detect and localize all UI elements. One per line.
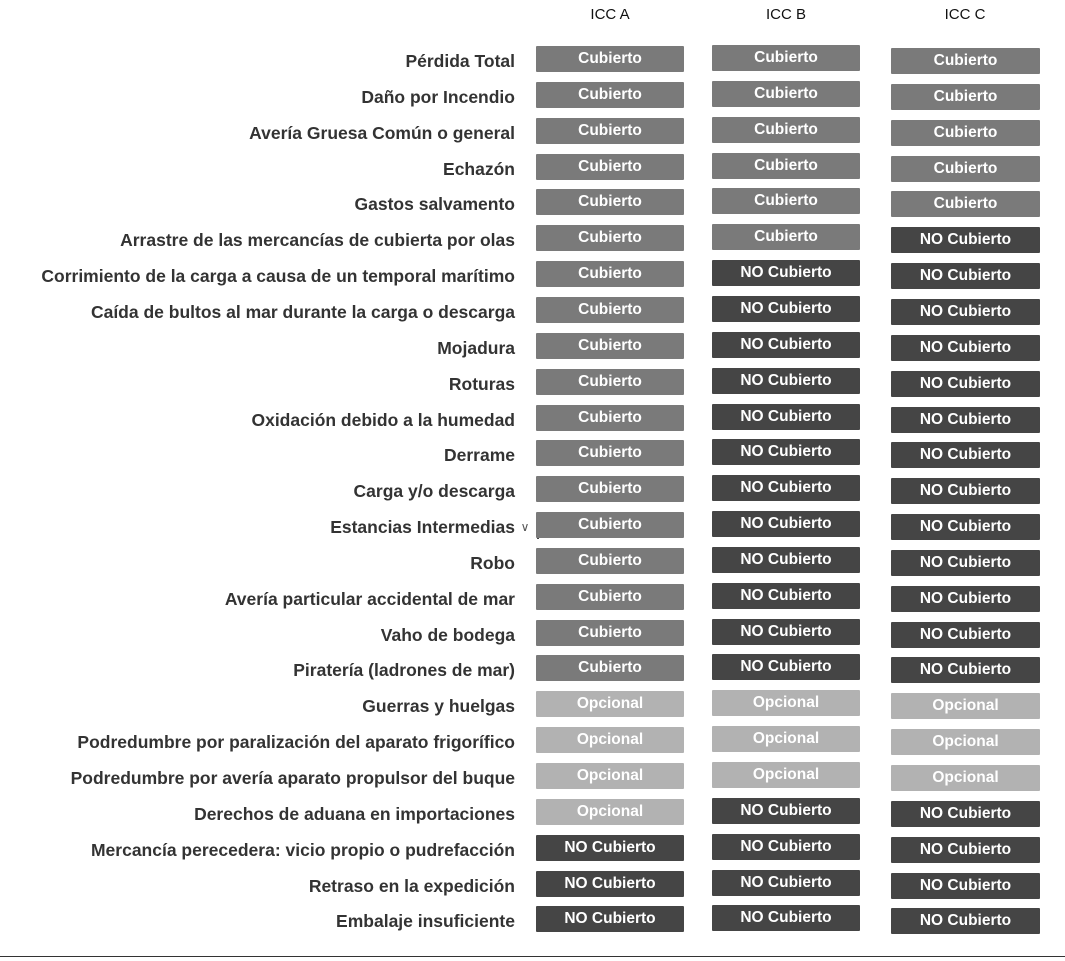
status-badge-icc-c: NO Cubierto (891, 801, 1040, 827)
row-label: Retraso en la expedición (308, 875, 515, 896)
row-label: Echazón (443, 158, 515, 179)
column-header-icc-a: ICC A (590, 6, 630, 23)
row-label: Oxidación debido a la humedad (251, 409, 515, 430)
row-label: Mercancía perecedera: vicio propio o pudrefacción (90, 839, 515, 860)
status-badge-icc-b: Cubierto (712, 81, 860, 107)
column-header-icc-c: ICC C (944, 6, 986, 23)
status-badge-icc-c: Cubierto (891, 120, 1040, 146)
status-badge-icc-b: Cubierto (712, 117, 860, 143)
status-badge-icc-b: NO Cubierto (712, 905, 860, 931)
status-badge-icc-a: Opcional (536, 799, 684, 825)
status-badge-icc-c: NO Cubierto (891, 550, 1040, 576)
status-badge-icc-b: Cubierto (712, 224, 860, 250)
row-label: Embalaje insuficiente (336, 911, 515, 932)
row-label: Piratería (ladrones de mar) (293, 660, 515, 681)
status-badge-icc-b: NO Cubierto (712, 511, 860, 537)
row-label: Avería Gruesa Común o general (249, 122, 515, 143)
status-badge-icc-a: Cubierto (536, 584, 684, 610)
status-badge-icc-b: NO Cubierto (712, 260, 860, 286)
status-badge-icc-a: Cubierto (536, 655, 684, 681)
status-badge-icc-a: Cubierto (536, 476, 684, 502)
status-badge-icc-a: Cubierto (536, 154, 684, 180)
status-badge-icc-b: Opcional (712, 762, 860, 788)
status-badge-icc-c: NO Cubierto (891, 657, 1040, 683)
status-badge-icc-b: NO Cubierto (712, 547, 860, 573)
row-label: Corrimiento de la carga a causa de un temporal marítimo (41, 266, 515, 287)
status-badge-icc-c: NO Cubierto (891, 299, 1040, 325)
status-badge-icc-c: Cubierto (891, 191, 1040, 217)
status-badge-icc-c: Opcional (891, 729, 1040, 755)
status-badge-icc-a: Cubierto (536, 440, 684, 466)
status-badge-icc-b: NO Cubierto (712, 332, 860, 358)
status-badge-icc-c: NO Cubierto (891, 837, 1040, 863)
chevron-down-icon[interactable]: ∨ (520, 520, 530, 535)
row-label: Daño por Incendio (361, 86, 515, 107)
status-badge-icc-a: Cubierto (536, 548, 684, 574)
status-badge-icc-c: Cubierto (891, 48, 1040, 74)
row-label: Derrame (443, 445, 515, 466)
status-badge-icc-b: NO Cubierto (712, 798, 860, 824)
row-label: Estancias Intermedias (330, 517, 515, 538)
status-badge-icc-a: Cubierto (536, 369, 684, 395)
row-label: Podredumbre por avería aparato propulsor del buque (70, 768, 515, 788)
status-badge-icc-a: Opcional (536, 727, 684, 753)
status-badge-icc-b: NO Cubierto (712, 583, 860, 609)
status-badge-icc-a: Cubierto (536, 261, 684, 287)
status-badge-icc-c: NO Cubierto (891, 335, 1040, 361)
column-header-icc-b: ICC B (765, 6, 806, 23)
status-badge-icc-a: NO Cubierto (536, 835, 684, 861)
status-badge-icc-c: NO Cubierto (891, 478, 1040, 504)
status-badge-icc-a: Cubierto (536, 189, 684, 215)
status-badge-icc-b: NO Cubierto (712, 619, 860, 645)
status-badge-icc-b: NO Cubierto (712, 296, 860, 322)
status-badge-icc-b: Cubierto (712, 45, 860, 71)
status-badge-icc-c: NO Cubierto (891, 442, 1040, 468)
status-badge-icc-a: Cubierto (536, 333, 684, 359)
row-label: Arrastre de las mercancías de cubierta por olas (120, 230, 515, 251)
status-badge-icc-c: Cubierto (891, 84, 1040, 110)
status-badge-icc-b: Opcional (712, 690, 860, 716)
status-badge-icc-a: Opcional (536, 763, 684, 789)
status-badge-icc-c: NO Cubierto (891, 371, 1040, 397)
status-badge-icc-c: Opcional (891, 765, 1040, 791)
status-badge-icc-c: NO Cubierto (891, 622, 1040, 648)
status-badge-icc-c: Cubierto (891, 156, 1040, 182)
bottom-divider (0, 956, 1065, 957)
status-badge-icc-a: Cubierto (536, 46, 684, 72)
row-label: Gastos salvamento (354, 194, 515, 215)
status-badge-icc-b: NO Cubierto (712, 475, 860, 501)
row-label: Avería particular accidental de mar (224, 588, 515, 609)
row-label: Robo (470, 552, 515, 573)
row-label: Guerras y huelgas (362, 696, 515, 717)
row-label: Vaho de bodega (380, 624, 515, 645)
status-badge-icc-c: NO Cubierto (891, 227, 1040, 253)
status-badge-icc-c: NO Cubierto (891, 873, 1040, 899)
row-label: Pérdida Total (405, 51, 515, 71)
status-badge-icc-b: Cubierto (712, 188, 860, 214)
status-badge-icc-a: Cubierto (536, 118, 684, 144)
row-label: Derechos de aduana en importaciones (194, 803, 515, 824)
status-badge-icc-c: NO Cubierto (891, 514, 1040, 540)
row-label: Mojadura (437, 337, 515, 358)
row-label: Roturas (448, 373, 515, 394)
status-badge-icc-a: Cubierto (536, 512, 684, 538)
status-badge-icc-b: Cubierto (712, 153, 860, 179)
status-badge-icc-a: Cubierto (536, 297, 684, 323)
status-badge-icc-b: NO Cubierto (712, 368, 860, 394)
status-badge-icc-a: Cubierto (536, 405, 684, 431)
row-label: Caída de bultos al mar durante la carga o descarga (90, 301, 515, 322)
status-badge-icc-c: NO Cubierto (891, 407, 1040, 433)
status-badge-icc-a: Cubierto (536, 225, 684, 251)
status-badge-icc-c: NO Cubierto (891, 263, 1040, 289)
status-badge-icc-a: Cubierto (536, 82, 684, 108)
status-badge-icc-c: NO Cubierto (891, 908, 1040, 934)
status-badge-icc-a: NO Cubierto (536, 906, 684, 932)
status-badge-icc-c: Opcional (891, 693, 1040, 719)
row-label: Carga y/o descarga (353, 481, 515, 502)
status-badge-icc-c: NO Cubierto (891, 586, 1040, 612)
status-badge-icc-b: Opcional (712, 726, 860, 752)
status-badge-icc-b: NO Cubierto (712, 404, 860, 430)
status-badge-icc-a: NO Cubierto (536, 871, 684, 897)
status-badge-icc-a: Opcional (536, 691, 684, 717)
row-label: Podredumbre por paralización del aparato frigorífico (77, 732, 515, 753)
status-badge-icc-b: NO Cubierto (712, 654, 860, 680)
status-badge-icc-b: NO Cubierto (712, 870, 860, 896)
status-badge-icc-a: Cubierto (536, 620, 684, 646)
status-badge-icc-b: NO Cubierto (712, 834, 860, 860)
status-badge-icc-b: NO Cubierto (712, 439, 860, 465)
